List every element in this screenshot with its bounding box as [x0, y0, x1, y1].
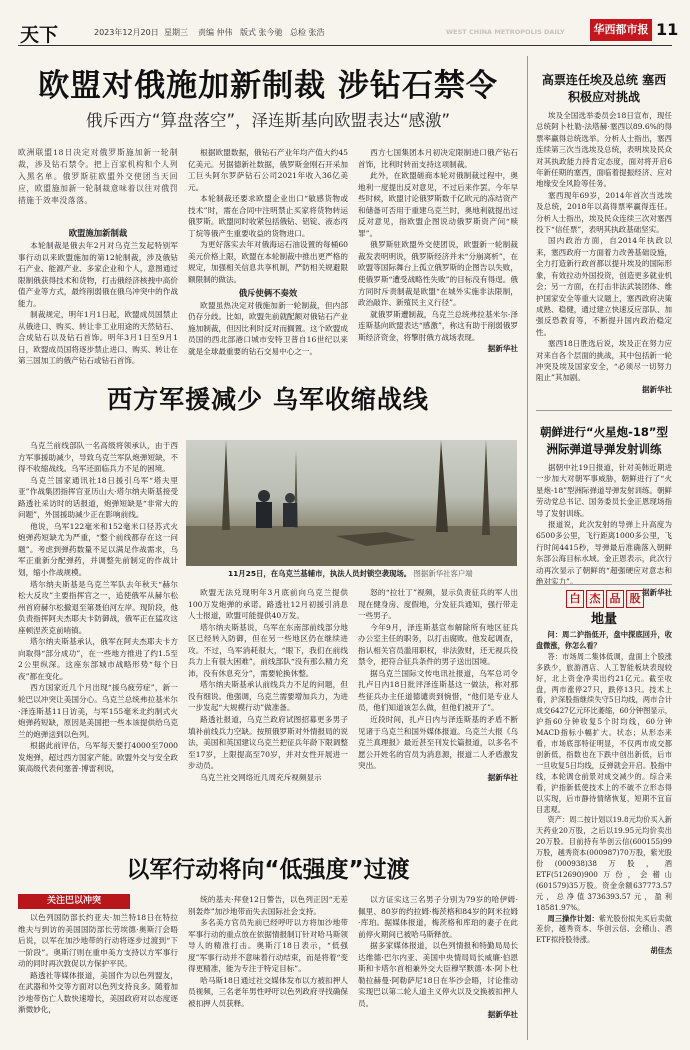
paragraph: 俄罗斯驻欧盟外交使团说，欧盟新一轮制裁裁发表明明说，俄罗斯经济并未“分崩离析”，在欧盟等国际舞台上孤立俄罗斯的企图告以失败，使俄罗斯“遭受战略性失败”的目标没有得逞。俄方同时斥责制裁是欧盟“在城外实施非法限制，政治敲诈、新殖民主义行径”。: [358, 240, 518, 308]
paragraph: 本轮制裁是俄去年2月对乌克兰发起特别军事行动以来欧盟施加的第12轮制裁，涉及俄钻石产业、能源产业、多家企业和个人，意图通过限制俄获得技术和货物，打击俄经济核拽中高价值产业等方式，最终削弱俄在俄乌冲突中的作战能力。: [18, 241, 178, 308]
paragraph: 根据此前评估，乌军每天要打4000至7000发炮弹，超过西方国家产能。欧盟外交与安全政策高级代表何塞普·博雷利说，: [18, 741, 178, 774]
sidebar-rule: [536, 410, 672, 411]
side2-body: [536, 462, 672, 598]
designer-credit: 版式 张今驰: [240, 28, 283, 37]
paragraph: 以色列国防部长约亚夫·加兰特18日在特拉维夫与到访的美国国防部长劳埃德·奥斯汀会晤后说，以军在加沙地带的行动将逐步过渡到“下一阶段”。奥斯汀则在重申美方支持以方军事行动的同时再次敦促以方保护平民。: [18, 913, 178, 969]
masthead-logo: 华西都市报: [590, 19, 652, 41]
paragraph: 根据欧盟数据，俄钻石产业年均产值大约45亿美元。另据德新社数据，俄罗斯金刚石开采加工巨头阿尔罗萨钻石公司2021年收入36亿美元。: [188, 148, 348, 192]
issue-weekday: 星期三: [164, 28, 188, 37]
paragraph: 乌克兰社交网络近几周充斥视频显示: [200, 772, 322, 782]
paragraph: 埃及全国选举委员会18日宣布，现任总统阿卜杜勒-法塔赫·塞西以89.6%的得票率赢得总统选举。分析人士指出，塞西连续第三次当选埃及总统，表明埃及民众对其执政能力持肯定态度，面对将开启6年新任期的塞西，面临着提振经济、应对地缘安全风险等任务。: [536, 111, 672, 189]
column-logo: [566, 590, 646, 608]
paragraph: 近段时间，扎卢日内与泽连斯基的矛盾不断见诸于乌克兰和国外媒体报道。乌克兰大报《乌克兰真理报》最近甚至刊发长篇报道，以多名不愿公开姓名的官员为消息源，报道二人矛盾激发突出。: [358, 715, 518, 771]
story2-headline: 西方军援减少 乌军收缩战线: [107, 385, 429, 414]
paragraph: 西方国家近几个月出现“援乌疲劳症”，新一轮巴以冲突让美国分心。乌克兰总统弗拉基米尔·泽连斯基11日访美，与军155毫米北约制式火炮弹药短缺，原因是美国把一些本该提供给乌克兰的炮弹送到以色列。: [18, 683, 178, 739]
sidebar-rule: [536, 584, 672, 585]
paragraph: 路透社报道，乌克兰政府试图招募更多男子填补前线兵力空缺。按照俄罗斯对外情报局的说法，美国和英国建议乌克兰把征兵年龄下限调整至17岁，上限提高至70岁，并对女性开展进一步动员。: [188, 715, 348, 771]
side3-headline: 地量: [590, 612, 617, 627]
paragraph: 就俄罗斯遭制裁，乌克兰总统弗拉基米尔·泽连斯基向欧盟表达“感激”，称这有助于削弱俄罗斯经济资金，将擎肘俄方战场表现。: [358, 309, 518, 342]
story3-headline: 以军行动将向“低强度”过渡: [126, 857, 410, 883]
section-name: 天下: [20, 24, 59, 46]
story3-col1: [18, 912, 178, 1036]
paragraph: 乌克兰前线部队一名高级将领承认，由于西方军事援助减少，导致乌克兰军队炮弹短缺，不得不收缩战线。乌军还面临兵力不足的困境。: [18, 441, 178, 474]
paragraph: 报道说，此次发射的导弹上升高度为6500多公里，飞行距离1000多公里，飞行时间4415秒，导弹最后准确落入朝鲜东部公海目标水域。金正恩表示，此次行动再次显示了朝鲜的“超强硬应对意志和绝对实力”。: [536, 520, 672, 587]
story1-col3: [358, 147, 518, 372]
story2-col1: [18, 440, 178, 850]
page-number: 11: [656, 20, 679, 39]
photo-credit: 图据新华社客户端: [413, 569, 473, 578]
logo-char: 品: [606, 590, 624, 608]
paragraph: 此外，在欧盟磋商本轮对俄制裁过程中，奥地利一度提出反对意见，不过后来作罢。今年早些时候，欧盟讨论俄罗斯数千亿欧元的冻结资产和储备可否用于重建乌克兰时，奥地利就提出过反对意见，指欧盟企图说动俄罗斯资产问“赎罪”。: [358, 171, 518, 238]
sidebar-divider: [527, 56, 528, 1040]
story2-col3: [358, 587, 518, 850]
section-tag: 关注巴以冲突: [18, 894, 130, 909]
paragraph: 塔尔纳夫斯基说，乌军在东南部前线部分地区已经转入防御，但在另一些地区仍在继续进攻。不过，乌军消耗很大，“眼下，我们在前线兵力上有很大困难”，前线部队“没有那么精力充沛，没有休息充分”，需要轮换休整。: [188, 622, 348, 678]
paragraph: 为更好落实去年对俄海运石油设置的每桶60美元价格上限，欧盟在本轮制裁中推出更严格的规定，加强相关信息共享机制，严防相关规避限额限制的做法。: [188, 240, 348, 285]
story2-col2: [188, 587, 348, 850]
paragraph: 哈马斯18日通过社交媒体发布以方被扣押人员视频，三名老年男性呼吁以色列政府寻找确保被扣押人员获释。: [188, 975, 348, 1008]
paragraph: 据朝中社19日报道，针对美韩近期进一步加大对朝军事威胁，朝鲜进行了“火星炮-18”型洲际弹道导弹发射训练。朝鲜劳动党总书记、国务委员长金正恩现场指导了发射训练。: [536, 463, 672, 518]
proofreader-credit: 总检 张浩: [290, 28, 325, 37]
stock-answer: 答：市场周二集体低调，盘面上个股涨多跌少，旅游酒店、人工智能板块表现较好，北上资金净卖出约21亿元。截至收盘，两市涨停27只，跌停13只。技术上看，沪深股指继续失守5日均线，两市合计成交6427亿元环比萎缩，60分钟图显示，沪指60分钟收复5个时均线，60分钟MACD指标小幅扩大。状态；从形态来看，市场底部特征明显，不仅两市成交都创新低，指数也在下跌中创出新低，后市一旦收复5日均线，反弹就会开启。股指中线，本轮调仓前景对成交减少的。综合来看，沪指新低使技术上的不破不立形态得以实现，后市静待情绪恢复，短期不宜盲目悲观。: [536, 651, 672, 814]
news-source: 据新华社: [642, 384, 672, 394]
side3-body: [536, 630, 672, 1040]
paragraph: 多名美方官员先前已经呼吁以方将加沙地带军事行动的重点放在依据情报制订针对哈马斯领导人的精准打击。奥斯汀18日表示，“低强度”军事行动并不意味着行动结束，而是将着“变得更精准，能为专注于特定目标”。: [188, 918, 348, 974]
news-source: 据新华社: [487, 344, 518, 354]
story1-col1: [18, 226, 178, 372]
side1-body: [536, 110, 672, 406]
news-source: 据新华社: [642, 588, 672, 598]
story3-col2: [188, 894, 348, 1036]
side2-headline: 朝鲜进行“火星炮-18”型洲际弹道导弹发射训练: [540, 425, 668, 456]
paragraph: 他说，乌军122毫米和152毫米口径苏式火炮弹药短缺尤为严重，“整个前线都存在这一问题”。考虑到弹药数量不足以满足作战需求，乌军正重新分配弹药，并调整先前制定的作战计划，缩小作战规模。: [18, 521, 178, 578]
page-header: [18, 16, 679, 46]
paragraph: 塔尔纳夫斯基承认，俄军在阿夫杰耶夫卡方向取得“部分成功”，在一些地方推进了约1.5至2公里纵深。这座东部城市战略形势“每个日夜”都在变化。: [18, 637, 178, 681]
editor-credit: 责编 仲伟: [198, 28, 233, 37]
paragraph: 欧盟无法兑现明年3月底前向乌克兰提供100万发炮弹的承诺。路透社12月初援引消息人士报道，欧盟可能提供40万发。: [188, 588, 348, 621]
story1-col2: [188, 147, 348, 372]
paragraph: 以方证实这三名男子分别为79岁的哈伊姆·佩里、80岁的约拉姆·梅茨格和84岁的阿米拉姆·库珀。据媒体报道，梅茨格和库珀的妻子在此前停火期间已被哈马斯释放。: [358, 895, 518, 939]
story1-headline: 欧盟对俄施加新制裁 涉钻石禁令: [38, 68, 498, 104]
paragraph: 路透社等媒体报道，美国作为以色列盟友，在武器和外交等方面对以色列支持良多。随着加沙地带伤亡人数快速增长，美国政府对以态度逐渐微妙化，: [18, 970, 178, 1015]
side1-headline: 高票连任埃及总统 塞西积极应对挑战: [541, 73, 667, 104]
news-source: 据新华社: [487, 772, 518, 782]
paragraph: 塞西18日胜选后说，埃及正在努力应对来自各个层面的挑战，其中包括新一轮冲突及埃及国家安全，“必须尽一切努力阻止”其加剧。: [536, 339, 672, 383]
paragraph: 怒的“拉壮丁”视频，显示负责征兵的军人出现在健身房、度假地，分发征兵通知，强行带走一些男子。: [358, 588, 518, 621]
stock-question: 问：周二沪指低开，盘中探底回升，收盘微涨，你怎么看？: [536, 630, 672, 650]
paragraph: 乌克兰国家通讯社18日援引乌军“塔夫里亚”作战集团指挥官亚历山大·塔尔纳夫斯基接受路透社采访时的话报道，炮弹短缺是“非常大的问题”，外国援助减少正在影响前线。: [18, 475, 178, 520]
stock-plan: [536, 914, 672, 947]
paragraph: 据乌克兰国际文传电讯社报道，乌军总司令扎卢日内18日批评泽连斯基这一做法，称对那些征兵办主任道德谴责到惋惜，“他们是专业人员，他们知道该怎么做，但他们被开了”。: [358, 668, 518, 713]
photo-caption-bar: [186, 566, 517, 582]
story1-lead: 欧洲联盟18日决定对俄罗斯施加新一轮制裁，涉及钻石禁令。把上百家机构和个人列入黑名单。俄罗斯驻欧盟外交使团当天回应，欧盟施加新一轮制裁意味着以往对俄罚措施于效率没落落。: [18, 148, 178, 205]
paragraph: 制裁规定，明年1月1日起，欧盟成员国禁止从俄进口、购买、转让非工业用途的天然钻石、合成钻石以及钻石首饰。明年3月1日至9月1日，欧盟成员国将逐步禁止进口、购买、转让在第三国加工的俄产钻石或钻石首饰。: [18, 310, 178, 366]
news-photo: [186, 440, 517, 566]
logo-char: 杰: [586, 590, 604, 608]
photo-scene: [186, 440, 517, 566]
story1-subheadline: 俄斥西方“算盘落空”，泽连斯基向欧盟表达“感激”: [85, 111, 451, 130]
stock-assets: 资产：周二按计划以19.8元均价买入新天药业20万股，之后以19.95元均价卖出20万股。目前持有华创云信(600155)99万股，越秀资本(000987)70万股，紫光股份(000938)38万股，酒ETF(512690)900万份，会稽山(601579)35万股。资金余额637773.57元，总净值3736393.57元，盈利18581.97%。: [536, 815, 672, 912]
plan-text: 紫光股份拟先买后卖做差价，越秀资本、华创云信、会稽山、酒ETF拟持股待涨。: [536, 913, 672, 945]
photo-caption: 11月25日，在乌克兰基辅市，执法人员封锁空袭现场。: [228, 569, 412, 578]
paragraph: 据多家媒体报道，以色列情报和特勤局局长达维德·巴尔内亚、美国中央情局局长威廉·伯恩斯和卡塔尔首相兼外交大臣穆罕默德·本·阿卜杜勒拉赫曼·阿勒萨尼18日在华沙会晤，讨论推动实现巴以第二轮人道主义停火以及交换被扣押人员。: [358, 941, 518, 1008]
issue-date: 2023年12月20日: [94, 28, 159, 37]
plan-label: 周三操作计划：: [547, 913, 599, 923]
story1-heading-1: 欧盟施加新制裁: [68, 228, 128, 238]
news-source: 据新华社: [487, 1010, 518, 1020]
paragraph: 塔尔纳夫斯基是乌克兰军队去年秋天“赫尔松大反攻”主要指挥官之一，追使俄军从赫尔松州首府赫尔松撤退至第聂伯河左岸。现阶段，他负责指挥阿夫杰耶夫卡防御战，俄军正在猛攻这座顿涅茨克前哨镇。: [18, 579, 178, 635]
paragraph: 国内政治方面，自2014年执政以来，塞西政府一方面着力改善基础设施，全力打造新行政首都以提升埃及的国际形象，有效拉动外国投资，创造更多就业机会；另一方面，在打击非法武装团体、维护国家安全等重大议题上，塞西政府决策成熟、稳健，通过建立快速反应部队、加强反恐教育等，不断提升国内政治稳定性。: [536, 236, 672, 337]
paragraph: 西方七国集团本月初决定限制进口俄产钻石首饰，比利时转而支持这项制裁。: [358, 148, 518, 169]
paragraph: 塔尔纳夫斯基承认前线兵力不足的问题，但没有细说。他强调，乌克兰需要增加兵力，为进一步发起“大规模行动”做准备。: [188, 680, 348, 713]
story1-heading-2: 俄斥使俩不奏效: [238, 287, 298, 298]
logo-char: 白: [566, 590, 584, 608]
paragraph: 欧盟虽热决定对俄施加新一轮制裁，但内部仍存分歧。比如，欧盟先前就配额对俄钻石产业施加制裁，但因比利时反对而搁置。这个欧盟成员国的西北部港口城市安特卫普自16世纪以来就是全球最重要的钻石交易中心之一。: [188, 300, 348, 356]
paragraph: 本轮制裁还要求欧盟企业出口“敏感货物或技术”时，需在合同中注明禁止买家将货物转运俄罗斯。欧盟同时收紧包括俄钻、铝锭、液态丙丁烷等俄产生重要收益的货物进口。: [188, 194, 348, 238]
story3-col3: [358, 894, 518, 1036]
column-author: 胡佳杰: [650, 946, 672, 956]
masthead-english: WEST CHINA METROPOLIS DAILY: [446, 28, 565, 36]
paragraph: 统的基夫·拜登12日警告，以色列正因“无差别轰炸”加沙地带而失去国际社会支持。: [188, 895, 348, 916]
logo-char: 股: [626, 590, 644, 608]
paragraph: 塞西现年69岁，2014年首次当选埃及总统，2018年以高得票率赢得连任。分析人士指出，埃及民众连续三次对塞西投下“信任票”，表明其执政基础坚实。: [536, 190, 672, 235]
paragraph: 今年9月，泽连斯基宣布解除所有地区征兵办公室主任的职务，以打击腐败。他发起调查，指认相关官员滥用职权，非法敛财，还无视兵役禁令，把符合征兵条件的男子送出国境。: [358, 622, 518, 667]
